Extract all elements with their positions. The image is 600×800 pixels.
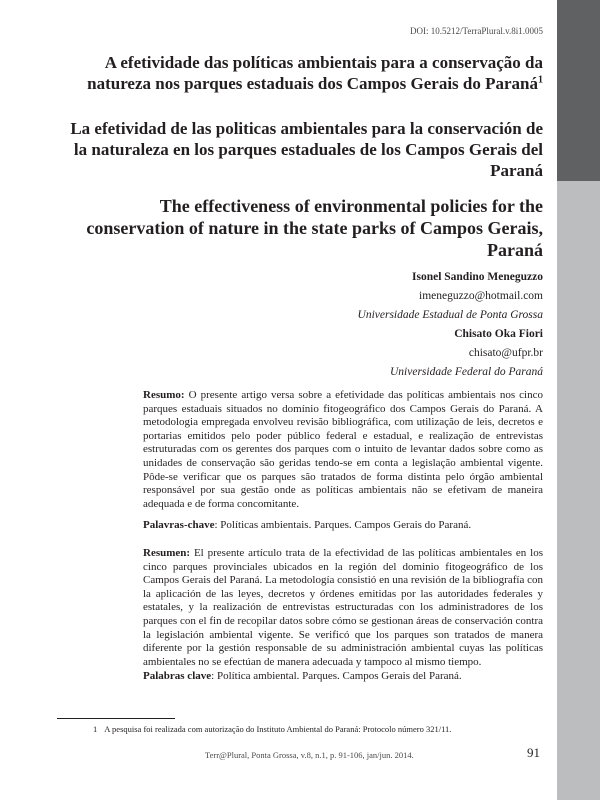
abstract-spanish bbox=[143, 547, 543, 669]
footnote bbox=[93, 724, 451, 734]
keywords-text: : Política ambiental. Parques. Campos Gerais del Paraná. bbox=[211, 670, 462, 682]
title-portuguese-text: A efetividade das políticas ambientais para a conservação da natureza nos parques estaduais dos Campos Gerais do Paraná bbox=[87, 53, 543, 93]
author-institution: Universidade Estadual de Ponta Grossa bbox=[357, 309, 543, 321]
page-edge-tab-dark bbox=[557, 0, 600, 181]
abstract-text: El presente artículo trata de la efectividad de las políticas ambientales en los cinco parques provinciales ubicados en la región del dominio fitogeográfico de los Campos Gerais del Paraná. La metodología consistió en una revisión de la bibliografía con la aplicación de las leyes, decretos y órdenes emitidas por las autoridades federales y estatales, y la realización de entrevistas estructuradas con los administradores de los parques con el fin de recopilar datos sobre cómo se gestionan áreas de conservación contra la legislación ambiental vigente. Se verificó que los parques son tratados de manera diferente por la gestión responsable de su administración ambiental cuyas las políticas ambientales no se efectúan de manera adecuada y tampoco al mismo tiempo. bbox=[143, 547, 543, 668]
keywords-label: Palavras-chave bbox=[143, 519, 215, 531]
title-spanish: La efetividad de las politicas ambientales para la conservación de la naturaleza en los parques estaduales de los Campos Gerais del Paraná bbox=[70, 119, 543, 180]
title-portuguese bbox=[63, 52, 543, 94]
footnote-number: 1 bbox=[93, 724, 98, 734]
page-edge-tab bbox=[557, 0, 600, 800]
footnote-text: A pesquisa foi realizada com autorização do Instituto Ambiental do Paraná: Protocolo número 321/11. bbox=[104, 724, 452, 734]
journal-footer: Terr@Plural, Ponta Grossa, v.8, n.1, p. 91-106, jan/jun. 2014. bbox=[205, 750, 414, 760]
keywords-label: Palabras clave bbox=[143, 670, 212, 682]
footnote-divider bbox=[57, 718, 175, 719]
abstract-label: Resumen: bbox=[143, 547, 191, 559]
keywords-portuguese bbox=[143, 519, 543, 533]
doi[interactable]: DOI: 10.5212/TerraPlural.v.8i1.0005 bbox=[409, 26, 543, 36]
author-name: Chisato Oka Fiori bbox=[454, 328, 543, 340]
authors bbox=[183, 268, 543, 382]
author-name: Isonel Sandino Meneguzzo bbox=[412, 271, 543, 283]
footnote-ref[interactable]: 1 bbox=[538, 74, 543, 86]
abstract-portuguese bbox=[143, 389, 543, 511]
title-english: The effectiveness of environmental policies for the conservation of nature in the state parks of Campos Gerais, Paraná bbox=[86, 196, 543, 260]
abstract-text: O presente artigo versa sobre a efetividade das políticas ambientais nos cinco parques estaduais situados no domínio fitogeográfico dos Campos Gerais do Paraná. A metodologia empregada envolveu revisão bibliográfica, com utilização de leis, decretos e portarias emitidos pelo poder público federal e estadual, e realização de entrevistas estruturadas com os gerentes dos parques com o intuito de levantar dados sobre como as unidades de conservação são geridas tendo-se em conta a legislação ambiental vigente. Pôde-se verificar que os parques são tratados de forma distinta pelo órgão ambiental responsável por sua gestão onde as políticas ambientais não se efetivam de maneira adequada e de forma concomitante. bbox=[143, 389, 543, 510]
author-email[interactable]: chisato@ufpr.br bbox=[468, 347, 543, 359]
abstract-label: Resumo: bbox=[143, 389, 185, 401]
keywords-spanish bbox=[143, 670, 543, 684]
keywords-text: : Políticas ambientais. Parques. Campos Gerais do Paraná. bbox=[214, 519, 472, 531]
author-institution: Universidade Federal do Paraná bbox=[390, 366, 543, 378]
author-email[interactable]: imeneguzzo@hotmail.com bbox=[419, 290, 543, 302]
page-number: 91 bbox=[527, 745, 540, 760]
